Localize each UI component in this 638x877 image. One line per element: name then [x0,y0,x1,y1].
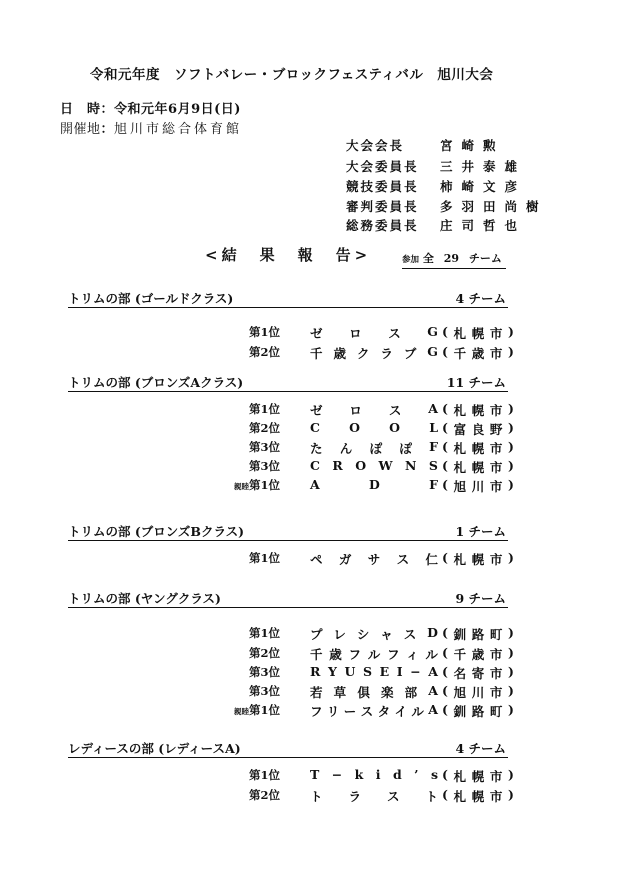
team-name-char: R [310,664,321,679]
official-role: 大会委員長 [346,159,419,174]
division-rule [68,391,508,392]
result-row [250,664,512,682]
team-name-char: − [331,767,343,782]
team-name-char: 草 [333,685,347,700]
result-row [250,458,512,476]
team-name-char: ロ [349,326,362,341]
team-name-char: S [428,458,438,473]
paren: ( [442,439,448,454]
team-name [310,439,438,457]
team-name [310,645,438,663]
city-char: 市 [489,346,503,361]
team-name-char: d [392,767,402,782]
paren: ( [442,787,448,802]
team-name-char: 楽 [380,685,394,700]
team-name [310,477,438,492]
team-name-char: D [427,625,438,640]
city-char: 札 [453,326,467,341]
result-rank [249,439,280,455]
division-name: トリムの部 (ヤングクラス) [68,591,221,606]
rank-label: 第3位 [248,440,280,454]
result-row [250,625,512,643]
team-name-char: ガ [338,552,352,567]
paren: ) [508,664,514,679]
team-name-char: ラ [348,789,361,804]
paren: ) [508,767,514,782]
team-name-char: R [332,458,343,473]
city-char: 川 [471,685,485,700]
team-name-char: ぽ [369,441,383,456]
date-value: 令和元年6月9日(日) [114,102,241,117]
paren: ( [442,702,448,717]
paren: ( [442,477,448,492]
team-name [310,324,438,342]
team-name-char: O [389,420,401,435]
team-name-char: 千 [310,647,323,662]
rank-label: 第1位 [248,402,280,416]
official-role: 競技委員長 [346,179,419,194]
division-name: レディースの部 (レディースA) [68,741,241,756]
team-name-char: ャ [380,627,393,642]
official-role: 総務委員長 [346,218,419,233]
team-name-char: ル [425,647,438,662]
paren: ( [442,324,448,339]
city-char: 良 [471,422,485,437]
division-rule [68,540,508,541]
result-rank [249,645,280,661]
city-char: 千 [453,647,467,662]
team-name-char: ロ [349,403,362,418]
city-char: 川 [471,479,485,494]
result-row [250,683,512,701]
paren: ( [442,625,448,640]
team-name-char: レ [333,627,346,642]
team-name-char: G [427,324,438,339]
team-name-char: ゼ [310,403,323,418]
division-header [68,589,506,605]
team-name [310,664,438,679]
division-header [68,522,506,538]
paren: ) [508,477,514,492]
team-name-char: ス [386,789,400,804]
team-name-char: − [410,664,421,679]
city-char: 幌 [471,403,485,418]
team-name-char: ん [339,441,353,456]
team-name-char: ペ [310,552,323,567]
team-name-char: ’ [414,767,419,782]
team-name-char: 倶 [357,685,370,700]
division-team-count: 11 チーム [446,375,506,390]
team-name-char: U [344,664,356,679]
paren: ( [442,458,448,473]
city-char: 市 [489,789,503,804]
team-name-char: ク [356,346,370,361]
result-row [250,787,512,805]
rank-tie-label: 親睦 [233,707,249,716]
paren: ( [442,401,448,416]
team-name-char: イ [394,704,407,719]
city-char: 幌 [471,441,485,456]
team-name-char: C [310,420,320,435]
team-name-char: ル [367,647,381,662]
team-name-char: ト [310,789,323,804]
division-team-count: 1 チーム [455,524,506,539]
rank-label: 第3位 [248,665,280,679]
official-name: 宮崎勲 [440,138,505,153]
rank-label: 第1位 [248,703,280,717]
team-name [310,550,438,568]
team-name-char: O [355,458,367,473]
team-name-char: F [429,439,438,454]
division-rule [68,307,508,308]
city-char: 路 [471,627,485,642]
rank-label: 第1位 [248,325,280,339]
team-name [310,767,438,782]
team-name-char: ラ [380,346,393,361]
result-rank [249,625,280,641]
rank-label: 第2位 [248,646,280,660]
city-char: 幌 [471,789,485,804]
division-name: トリムの部 (ブロンズAクラス) [68,375,244,390]
city-char: 市 [489,647,503,662]
paren: ) [508,458,514,473]
team-city [442,787,514,805]
venue-label: 開催地 [60,122,101,137]
city-char: 市 [489,666,503,681]
paren: ( [442,550,448,565]
city-char: 富 [453,422,467,437]
paren: ) [508,787,514,802]
paren: ) [508,439,514,454]
document-title: 令和元年度 ソフトバレー・ブロックフェスティバル 旭川大会 [90,67,494,83]
team-name [310,401,438,419]
team-city [442,664,514,682]
team-name-char: ぽ [399,441,412,456]
rank-label: 第3位 [248,459,280,473]
city-char: 札 [453,403,467,418]
result-rank [249,787,280,803]
city-char: 幌 [471,769,485,784]
total-teams-count: 29 [443,252,460,265]
date-label: 日 時 [60,102,101,117]
result-rank [249,458,280,474]
team-name-char: 歳 [329,647,342,662]
city-char: 市 [489,403,503,418]
team-name-char: 若 [310,685,323,700]
team-name-char: T [310,767,320,782]
rank-label: 第2位 [248,345,280,359]
city-char: 寄 [471,666,485,681]
division-team-count: 4 チーム [455,741,506,756]
city-char: 市 [489,479,503,494]
official-role: 大会会長 [346,138,405,153]
rank-label: 第1位 [248,551,280,565]
result-row [250,344,512,362]
team-name-char: F [429,477,438,492]
division-header [68,373,506,389]
team-name-char: A [428,702,438,717]
team-name-char: 歳 [333,346,346,361]
team-name-char: ゼ [310,326,323,341]
team-name [310,458,438,473]
result-rank [234,702,280,718]
team-city [442,767,514,785]
result-rank [249,767,280,783]
team-city [442,458,514,476]
team-name-char: リ [326,704,340,719]
team-name-char: D [368,477,380,492]
city-char: 市 [489,326,503,341]
result-row [250,439,512,457]
paren: ) [508,645,514,660]
team-name-char: ブ [403,346,417,361]
team-name-char: ィ [406,647,419,662]
paren: ) [508,401,514,416]
division-team-count: 4 チーム [455,291,506,306]
colon: ： [100,122,115,137]
rank-label: 第1位 [248,478,280,492]
result-rank [249,401,280,417]
city-char: 歳 [471,346,485,361]
result-row [250,645,512,663]
team-city [442,645,514,663]
team-city [442,439,514,457]
city-char: 市 [489,552,503,567]
team-name-char: s [430,767,438,782]
team-name-char: ス [388,326,401,341]
team-name-char: フ [348,647,361,662]
rank-label: 第1位 [248,768,280,782]
team-city [442,625,514,643]
city-char: 札 [453,441,467,456]
paren: ( [442,767,448,782]
team-name [310,625,438,643]
paren: ( [442,645,448,660]
team-name-char: I [396,664,403,679]
rank-tie-label: 親睦 [233,482,249,491]
result-row [250,550,512,568]
team-city [442,550,514,568]
team-name [310,702,438,720]
team-name-char: サ [367,552,381,567]
result-row [233,477,514,495]
team-name [310,787,438,805]
paren: ( [442,683,448,698]
city-char: 札 [453,552,467,567]
team-name-char: タ [377,704,391,719]
city-char: 釧 [453,627,467,642]
total-teams-suffix: チーム [468,252,502,265]
official-name: 多羽田尚樹 [440,199,548,214]
results-heading: <結 果 報 告> [205,246,372,264]
result-row [250,420,512,438]
city-char: 町 [489,627,503,642]
division-name: トリムの部 (ブロンズBクラス) [68,524,244,539]
city-char: 旭 [453,479,467,494]
paren: ( [442,344,448,359]
city-char: 路 [471,704,485,719]
team-name-char: A [428,401,438,416]
result-rank [249,324,280,340]
team-name-char: シ [356,627,370,642]
date-line [60,98,241,117]
team-name-char: プ [310,627,323,642]
city-char: 野 [489,422,503,437]
result-row [250,401,512,419]
city-char: 市 [489,441,503,456]
team-city [442,477,514,495]
division-header [68,739,506,755]
result-row [250,324,512,342]
rank-label: 第2位 [248,788,280,802]
city-char: 幌 [471,460,485,475]
division-rule [68,607,508,608]
result-rank [234,477,280,493]
team-name-char: N [405,458,417,473]
city-char: 千 [453,346,467,361]
team-name-char: G [427,344,438,359]
city-char: 名 [453,666,467,681]
team-name-char: フ [310,704,323,719]
team-name [310,420,438,435]
team-city [442,401,514,419]
result-rank [249,664,280,680]
result-row [250,767,512,785]
team-name-char: ー [343,704,357,719]
team-name-char: A [428,664,438,679]
paren: ) [508,550,514,565]
team-city [442,683,514,701]
team-name-char: A [310,477,320,492]
division-rule [68,757,508,758]
venue-value: 旭川市総合体育館 [114,122,243,137]
city-char: 札 [453,769,467,784]
team-name-char: Y [327,664,337,679]
official-name: 柿崎文彦 [440,179,527,194]
team-name-char: ス [396,552,410,567]
team-name-char: 千 [310,346,323,361]
paren: ) [508,324,514,339]
paren: ) [508,683,514,698]
city-char: 札 [453,789,467,804]
team-name [310,683,438,701]
city-char: 歳 [471,647,485,662]
team-name-char: ス [403,627,417,642]
team-name-char: ス [388,403,402,418]
team-city [442,702,514,720]
result-rank [249,420,280,436]
team-name-char: ス [360,704,374,719]
team-name-char: E [379,664,390,679]
team-name [310,344,438,362]
team-name-char: L [429,420,438,435]
team-name-char: た [310,441,323,456]
team-name-char: ル [411,704,424,719]
team-city [442,420,514,438]
city-char: 市 [489,769,503,784]
rank-label: 第1位 [248,626,280,640]
paren: ) [508,344,514,359]
official-name: 三井泰雄 [440,159,527,174]
total-teams-prefix: 参加 [402,255,420,265]
team-city [442,324,514,342]
paren: ) [508,420,514,435]
total-teams [402,250,506,269]
city-char: 釧 [453,704,467,719]
paren: ) [508,702,514,717]
team-name-char: 部 [404,685,418,700]
division-team-count: 9 チーム [455,591,506,606]
result-rank [249,550,280,566]
city-char: 幌 [471,552,485,567]
rank-label: 第2位 [248,421,280,435]
team-name-char: i [375,767,381,782]
result-row [233,702,514,720]
team-city [442,344,514,362]
result-rank [249,683,280,699]
total-teams-label: 全 [422,252,434,265]
city-char: 幌 [471,326,485,341]
paren: ( [442,420,448,435]
team-name-char: C [310,458,320,473]
result-rank [249,344,280,360]
team-name-char: O [349,420,360,435]
team-name-char: A [428,683,438,698]
rank-label: 第3位 [248,684,280,698]
city-char: 札 [453,460,467,475]
official-role: 審判委員長 [346,199,419,214]
team-name-char: フ [386,647,400,662]
paren: ( [442,664,448,679]
paren: ) [508,625,514,640]
team-name-char: 仁 [425,552,438,567]
team-name-char: ト [425,789,438,804]
venue-line [60,118,242,137]
city-char: 市 [489,685,503,700]
city-char: 町 [489,704,503,719]
city-char: 旭 [453,685,467,700]
team-name-char: S [363,664,373,679]
division-name: トリムの部 (ゴールドクラス) [68,291,234,306]
city-char: 市 [489,460,503,475]
team-name-char: W [378,458,393,473]
official-name: 庄司哲也 [440,218,527,233]
colon: ： [100,102,115,117]
team-name-char: k [354,767,364,782]
division-header [68,289,506,305]
